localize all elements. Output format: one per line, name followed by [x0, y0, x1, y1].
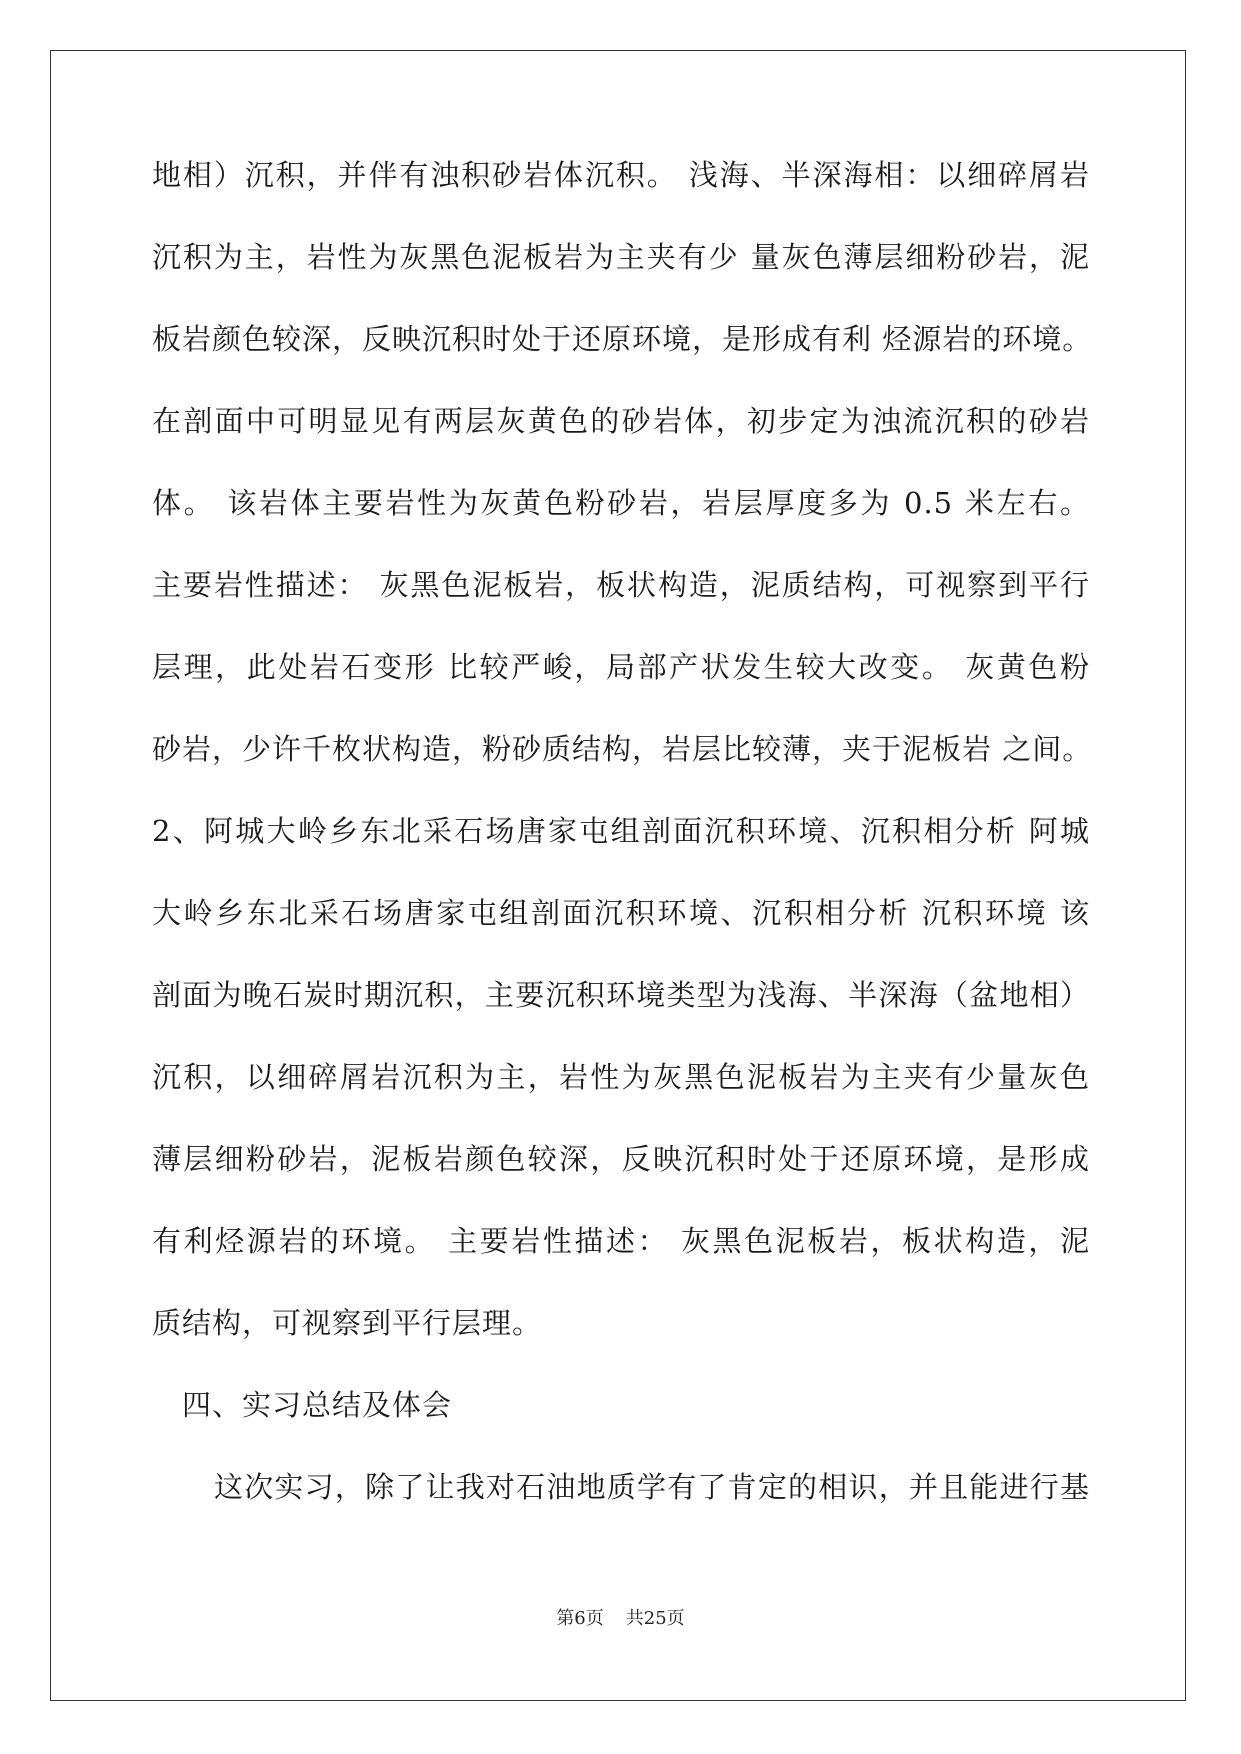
text-line: 沉积，以细碎屑岩沉积为主，岩性为灰黑色泥板岩为主夹有少量灰色	[152, 1060, 1090, 1094]
text-line: 质结构，可视察到平行层理。	[152, 1306, 543, 1340]
text-line: 地相）沉积，并伴有浊积砂岩体沉积。 浅海、半深海相：以细碎屑岩	[152, 158, 1090, 192]
text-line: 沉积为主，岩性为灰黑色泥板岩为主夹有少 量灰色薄层细粉砂岩，泥	[152, 240, 1090, 274]
text-line: 层理，此处岩石变形 比较严峻，局部产状发生较大改变。 灰黄色粉	[152, 650, 1090, 684]
text-line: 薄层细粉砂岩，泥板岩颜色较深，反映沉积时处于还原环境，是形成	[152, 1142, 1090, 1176]
text-line: 在剖面中可明显见有两层灰黄色的砂岩体，初步定为浊流沉积的砂岩	[152, 404, 1090, 438]
text-line: 大岭乡东北采石场唐家屯组剖面沉积环境、沉积相分析 沉积环境 该	[152, 896, 1090, 930]
section-heading: 四、实习总结及体会	[182, 1388, 453, 1422]
text-line: 剖面为晚石炭时期沉积，主要沉积环境类型为浅海、半深海（盆地相）	[152, 978, 1090, 1012]
text-line: 砂岩，少许千枚状构造，粉砂质结构，岩层比较薄，夹于泥板岩 之间。	[152, 732, 1093, 766]
text-line: 主要岩性描述： 灰黑色泥板岩，板状构造，泥质结构，可视察到平行	[152, 568, 1090, 602]
page-footer	[0, 1604, 1241, 1630]
text-line: 2、阿城大岭乡东北采石场唐家屯组剖面沉积环境、沉积相分析 阿城	[152, 814, 1090, 848]
text-line: 板岩颜色较深，反映沉积时处于还原环境，是形成有利 烃源岩的环境。	[152, 322, 1093, 356]
text-line: 体。 该岩体主要岩性为灰黄色粉砂岩，岩层厚度多为 0.5 米左右。	[152, 486, 1090, 520]
page-number: 第6页	[556, 1608, 604, 1629]
document-body	[152, 158, 1093, 1554]
text-line: 有利烃源岩的环境。 主要岩性描述： 灰黑色泥板岩，板状构造，泥	[152, 1224, 1090, 1258]
paragraph-first-line: 这次实习，除了让我对石油地质学有了肯定的相识，并且能进行基	[214, 1470, 1090, 1504]
page-total: 共25页	[625, 1608, 685, 1629]
